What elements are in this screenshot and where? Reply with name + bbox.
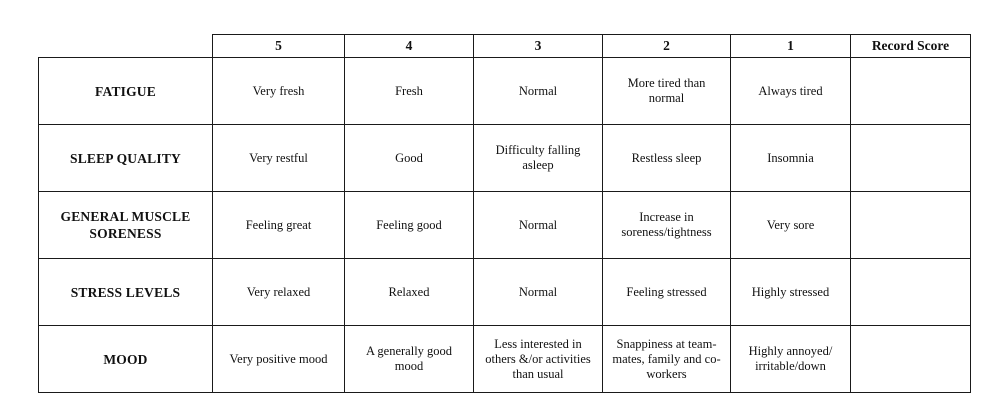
table-cell: Feeling great <box>213 192 345 259</box>
table-cell: Very positive mood <box>213 326 345 393</box>
table-cell: More tired than normal <box>603 58 731 125</box>
header-score-2: 2 <box>603 35 731 58</box>
row-label-sleep-quality: SLEEP QUALITY <box>39 125 213 192</box>
table-cell: A generally good mood <box>345 326 474 393</box>
table-row-stress-levels <box>39 259 971 326</box>
header-score-3: 3 <box>474 35 603 58</box>
table-row-mood <box>39 326 971 393</box>
table-cell: Very relaxed <box>213 259 345 326</box>
header-record-score: Record Score <box>851 35 971 58</box>
wellness-questionnaire-table <box>38 34 971 393</box>
table-cell: Feeling good <box>345 192 474 259</box>
table-row-general-muscle-soreness <box>39 192 971 259</box>
header-score-5: 5 <box>213 35 345 58</box>
table-cell: Feeling stressed <box>603 259 731 326</box>
table-cell: Normal <box>474 58 603 125</box>
record-score-field-fatigue[interactable] <box>851 58 971 125</box>
header-score-4: 4 <box>345 35 474 58</box>
table-row-sleep-quality <box>39 125 971 192</box>
table-cell: Difficulty falling asleep <box>474 125 603 192</box>
table-cell: Less interested in others &/or activities than usual <box>474 326 603 393</box>
row-label-general-muscle-soreness: GENERAL MUSCLE SORENESS <box>39 192 213 259</box>
table-cell: Snappiness at team-mates, family and co-workers <box>603 326 731 393</box>
record-score-field-sleep-quality[interactable] <box>851 125 971 192</box>
table-cell: Always tired <box>731 58 851 125</box>
table-cell: Normal <box>474 259 603 326</box>
table-cell: Restless sleep <box>603 125 731 192</box>
table-cell: Normal <box>474 192 603 259</box>
row-label-mood: MOOD <box>39 326 213 393</box>
table-cell: Fresh <box>345 58 474 125</box>
table-cell: Very fresh <box>213 58 345 125</box>
table-cell: Insomnia <box>731 125 851 192</box>
table-cell: Highly stressed <box>731 259 851 326</box>
table-cell: Increase in soreness/tightness <box>603 192 731 259</box>
table-cell: Relaxed <box>345 259 474 326</box>
table-cell: Very restful <box>213 125 345 192</box>
record-score-field-mood[interactable] <box>851 326 971 393</box>
header-row <box>39 35 971 58</box>
row-label-fatigue: FATIGUE <box>39 58 213 125</box>
table-row-fatigue <box>39 58 971 125</box>
header-blank-cell <box>39 35 213 58</box>
record-score-field-general-muscle-soreness[interactable] <box>851 192 971 259</box>
table-cell: Good <box>345 125 474 192</box>
row-label-stress-levels: STRESS LEVELS <box>39 259 213 326</box>
header-score-1: 1 <box>731 35 851 58</box>
table-cell: Very sore <box>731 192 851 259</box>
table-cell: Highly annoyed/ irritable/down <box>731 326 851 393</box>
record-score-field-stress-levels[interactable] <box>851 259 971 326</box>
